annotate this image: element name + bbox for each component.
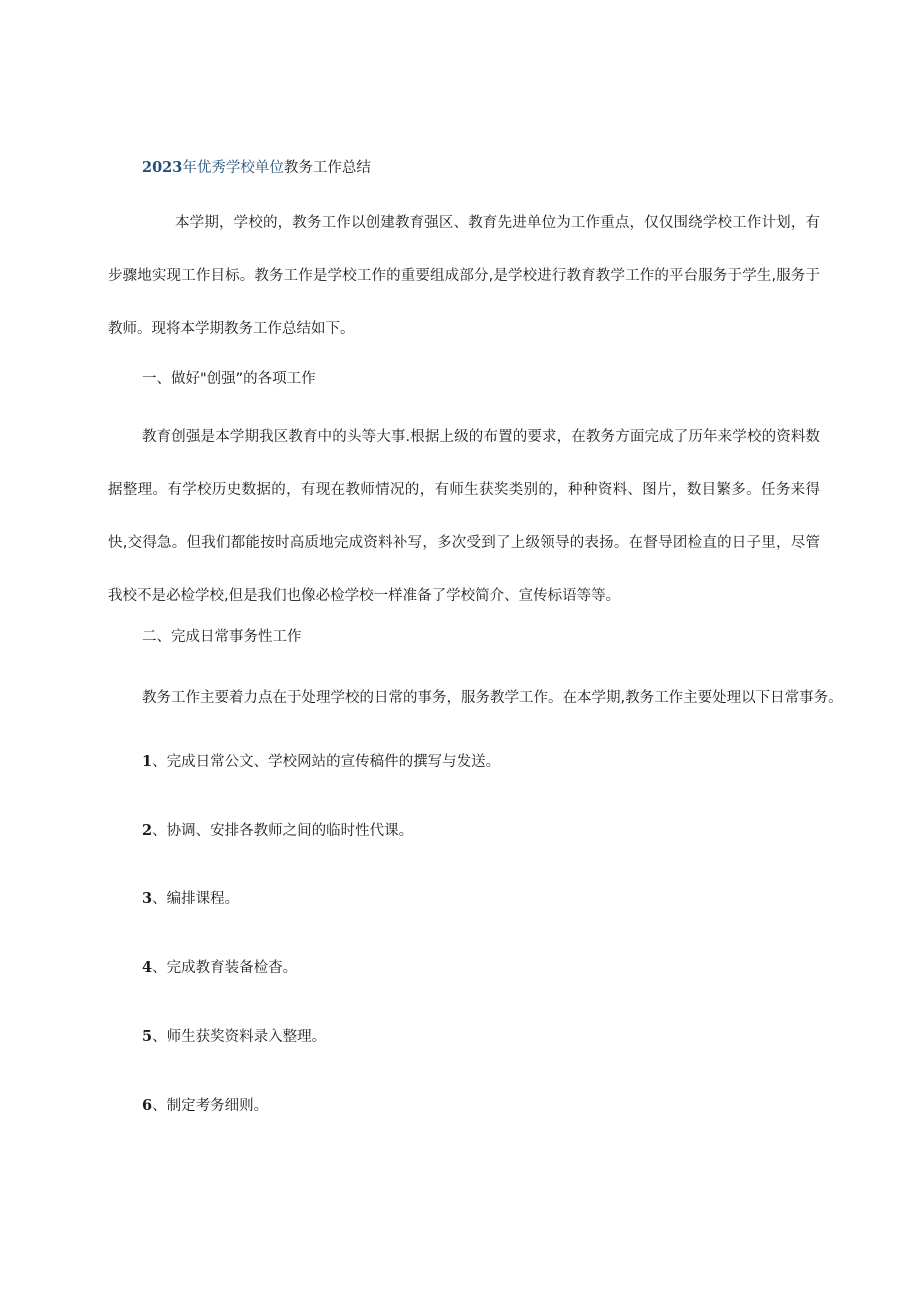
list-item-text: 、编排课程。	[152, 891, 240, 907]
list-item	[142, 958, 297, 978]
title-year: 2023	[142, 159, 183, 176]
list-item	[142, 752, 500, 772]
document-title	[142, 158, 371, 178]
list-item-number: 1	[142, 753, 153, 770]
list-item	[142, 821, 413, 841]
list-item-text: 、完成日常公文、学校网站的宣传稿件的撰写与发送。	[152, 754, 501, 770]
section2-body: 教务工作主要着力点在于处理学校的日常的事务，服务教学工作。在本学期,教务工作主要处理以下日常事务。	[142, 690, 843, 706]
list-item	[142, 1027, 326, 1047]
title-black-part: 教务工作总结	[283, 160, 371, 176]
list-item-text: 、协调、安排各教师之间的临时性代课。	[152, 823, 414, 839]
list-item-text: 、制定考务细则。	[152, 1098, 269, 1114]
section2-heading: 二、完成日常事务性工作	[142, 629, 302, 645]
list-item	[142, 889, 239, 909]
list-item	[142, 1096, 268, 1116]
intro-paragraph: 本学期，学校的，教务工作以创建教育强区、教育先进单位为工作重点，仅仅围绕学校工作计划，有步骤地实现工作目标。教务工作是学校工作的重要组成部分,是学校进行教育教学工作的平台服务于学生,服务于教师。现将本学期教务工作总结如下。	[108, 215, 820, 337]
list-item-number: 5	[142, 1028, 153, 1045]
list-item-number: 6	[142, 1097, 153, 1114]
section1-body: 教育创强是本学期我区教育中的头等大事.根据上级的布置的要求，在教务方面完成了历年来学校的资料数据整理。有学校历史数据的，有现在教师情况的，有师生获奖类别的，种种资料、图片，数目繁多。任务来得快,交得急。但我们都能按时高质地完成资料补写，多次受到了上级领导的表扬。在督导团检直的日子里，尽管我校不是必检学校,但是我们也像必检学校一样准备了学校简介、宣传标语等等。	[108, 429, 820, 604]
list-item-text: 、师生获奖资料录入整理。	[152, 1029, 327, 1045]
title-blue-part: 年优秀学校单位	[182, 160, 284, 176]
list-item-text: 、完成教育装备检杳。	[152, 960, 298, 976]
list-item-number: 3	[142, 890, 153, 907]
section1-heading: 一、做好"创强”的各项工作	[142, 371, 316, 387]
list-item-number: 4	[142, 959, 153, 976]
list-item-number: 2	[142, 822, 153, 839]
